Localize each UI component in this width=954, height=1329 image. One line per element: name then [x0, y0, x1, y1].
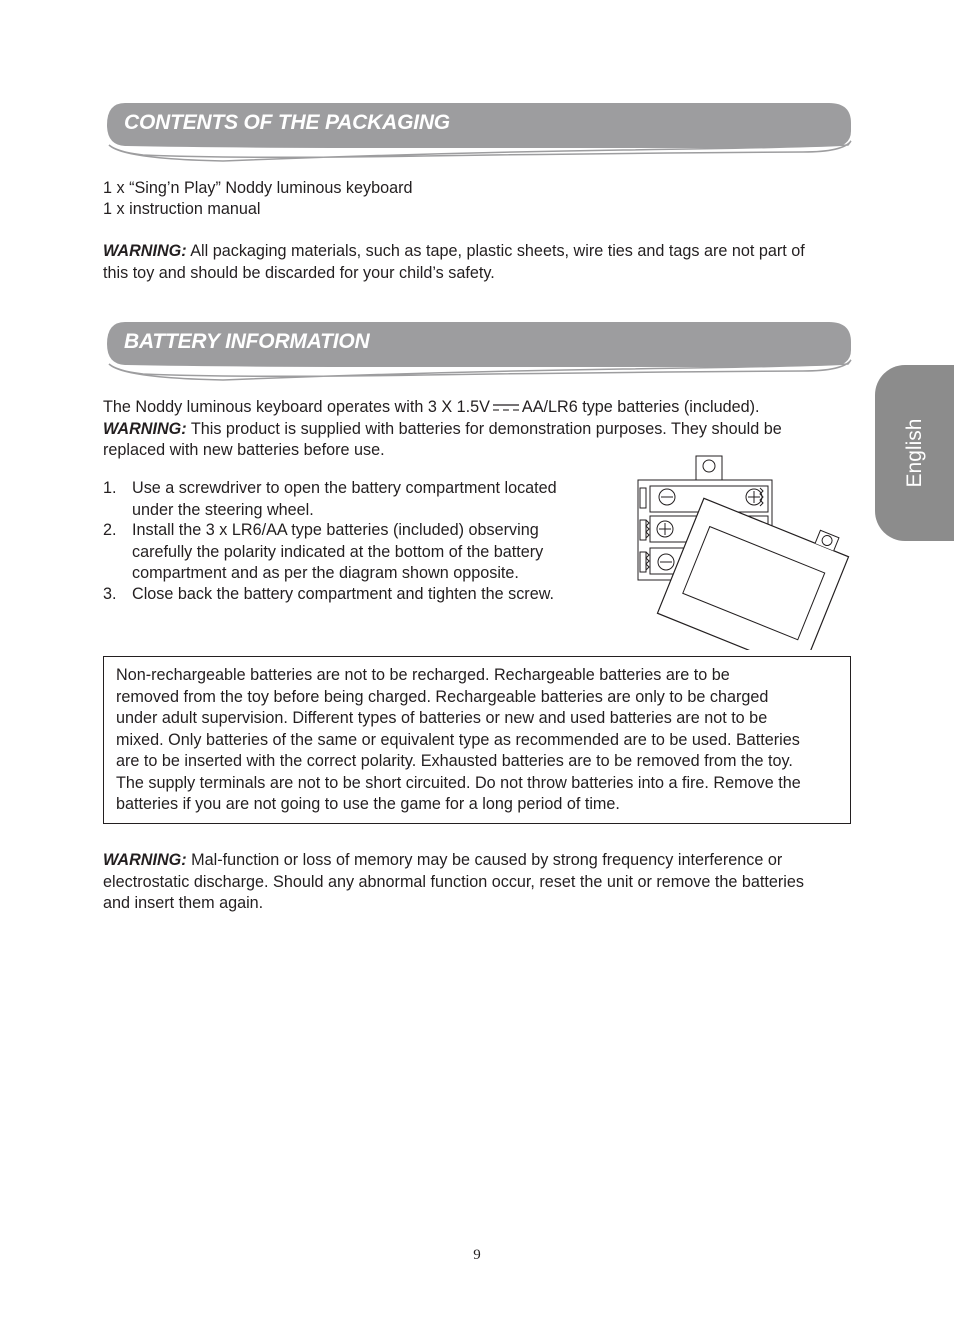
contents-item-1: 1 x “Sing’n Play” Noddy luminous keyboard — [103, 179, 413, 197]
step-number: 2. — [103, 521, 117, 539]
battery-intro-text-a: The Noddy luminous keyboard operates with 3 X 1.5V — [103, 398, 490, 416]
notice-line: removed from the toy before being charged. Rechargeable batteries are only to be charged — [116, 687, 769, 706]
warning-text-3: and insert them again. — [103, 894, 264, 912]
interference-warning — [103, 850, 853, 915]
notice-line: The supply terminals are not to be short circuited. Do not throw batteries into a fire. Remove the — [116, 773, 801, 792]
step-text-line: carefully the polarity indicated at the bottom of the battery — [132, 542, 544, 561]
section-title: BATTERY INFORMATION — [124, 330, 370, 353]
warning-text-2: electrostatic discharge. Should any abnormal function occur, reset the unit or remove the batteries — [103, 872, 804, 891]
step-text-line: Install the 3 x LR6/AA type batteries (included) observing — [132, 521, 539, 539]
step-text-line: under the steering wheel. — [132, 500, 314, 519]
section-banner-battery — [103, 320, 855, 386]
battery-compartment-diagram-icon — [630, 450, 860, 650]
warning-label: WARNING: — [103, 419, 187, 438]
notice-line: Non-rechargeable batteries are not to be recharged. Rechargeable batteries are to be — [116, 666, 730, 684]
warning-label: WARNING: — [103, 242, 187, 260]
warning-label: WARNING: — [103, 851, 187, 869]
contents-item-2: 1 x instruction manual — [103, 200, 261, 218]
dc-voltage-icon — [493, 403, 519, 413]
step-number: 1. — [103, 479, 117, 497]
notice-line: are to be inserted with the correct polarity. Exhausted batteries are to be removed from the toy. — [116, 752, 793, 770]
step-number: 3. — [103, 585, 117, 603]
step-text-line: Use a screwdriver to open the battery compartment located — [132, 479, 557, 497]
step-text-line: Close back the battery compartment and tighten the screw. — [132, 585, 554, 603]
warning-text-1: All packaging materials, such as tape, plastic sheets, wire ties and tags are not part of — [186, 242, 805, 260]
section-title: CONTENTS OF THE PACKAGING — [124, 111, 450, 134]
step-item — [103, 478, 593, 522]
notice-line: batteries if you are not going to use the game for a long period of time. — [116, 795, 620, 813]
step-item — [103, 520, 593, 586]
notice-text — [116, 665, 844, 816]
language-tab-label: English — [902, 418, 926, 488]
warning-text-2: this toy and should be discarded for your child’s safety. — [103, 263, 495, 282]
warning-text-2: replaced with new batteries before use. — [103, 441, 385, 459]
section-banner-contents — [103, 101, 855, 167]
battery-intro-text-b: AA/LR6 type batteries (included). — [521, 398, 760, 416]
step-item — [103, 584, 593, 606]
notice-line: under adult supervision. Different types of batteries or new and used batteries are not to be — [116, 709, 768, 727]
warning-text-1: Mal-function or loss of memory may be caused by strong frequency interference or — [186, 851, 783, 869]
notice-line: mixed. Only batteries of the same or equivalent type as recommended are to be used. Batteries — [116, 730, 800, 749]
language-tab — [875, 365, 954, 541]
packaging-warning — [103, 241, 853, 284]
battery-notice-box — [103, 656, 851, 824]
page-number: 9 — [473, 1247, 481, 1263]
warning-text-1: This product is supplied with batteries for demonstration purposes. They should be — [186, 419, 782, 438]
step-text-line: compartment and as per the diagram shown opposite. — [132, 564, 519, 582]
